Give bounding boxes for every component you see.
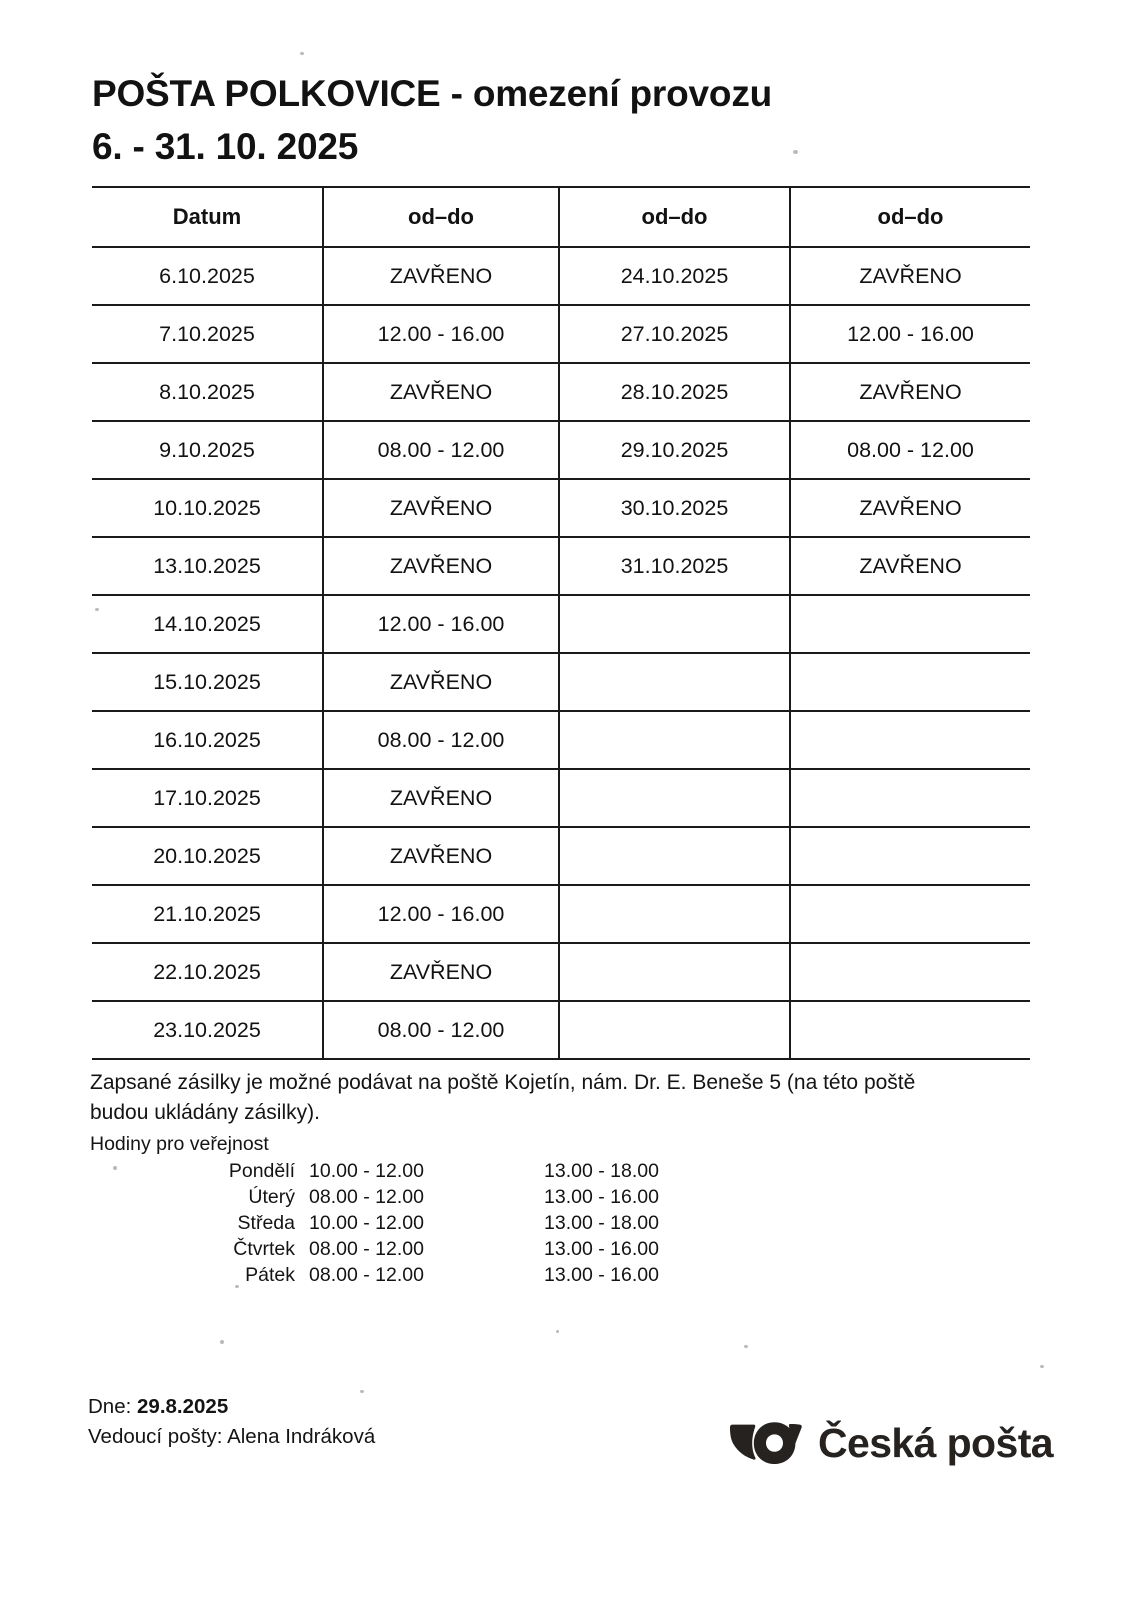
signature-name-row: [88, 1422, 375, 1452]
cell-hours-right: 08.00 - 12.00: [790, 421, 1030, 479]
cell-hours-left: 12.00 - 16.00: [323, 305, 559, 363]
cell-hours-right: ZAVŘENO: [790, 247, 1030, 305]
table-row: [92, 421, 1030, 479]
cell-hours-left: 08.00 - 12.00: [323, 421, 559, 479]
table-row: [92, 653, 1030, 711]
cell-hours-right: [790, 711, 1030, 769]
cell-date-left: 20.10.2025: [92, 827, 323, 885]
cell-hours-left: 08.00 - 12.00: [323, 711, 559, 769]
cell-date-left: 15.10.2025: [92, 653, 323, 711]
hours-afternoon: 13.00 - 16.00: [544, 1263, 659, 1286]
cell-date-left: 16.10.2025: [92, 711, 323, 769]
table-row: [92, 885, 1030, 943]
cell-date-left: 9.10.2025: [92, 421, 323, 479]
cell-hours-left: ZAVŘENO: [323, 827, 559, 885]
hours-row: [90, 1262, 744, 1288]
cell-hours-right: ZAVŘENO: [790, 363, 1030, 421]
schedule-table: [92, 186, 1030, 1060]
cell-hours-left: 08.00 - 12.00: [323, 1001, 559, 1059]
table-row: [92, 305, 1030, 363]
schedule-table-body: [92, 247, 1030, 1059]
column-header-od-do-1: od–do: [323, 187, 559, 247]
cell-date-right: 28.10.2025: [559, 363, 790, 421]
signature-name-label: Vedoucí pošty:: [88, 1424, 223, 1448]
page-title-line-2: 6. - 31. 10. 2025: [92, 125, 359, 167]
ceska-posta-logo: [728, 1418, 1053, 1468]
scan-speck: [556, 1330, 559, 1333]
hours-afternoon: 13.00 - 18.00: [544, 1211, 659, 1234]
hours-day-label: Středa: [237, 1211, 295, 1234]
table-header-row: [92, 187, 1030, 247]
hours-day-label: Pondělí: [228, 1159, 295, 1182]
page-title-line-1: POŠTA POLKOVICE - omezení provozu: [92, 73, 773, 114]
hours-morning: 08.00 - 12.00: [309, 1263, 424, 1286]
cell-date-right: 24.10.2025: [559, 247, 790, 305]
hours-day-label: Čtvrtek: [233, 1237, 295, 1260]
public-hours-heading: Hodiny pro veřejnost: [90, 1133, 269, 1155]
cell-hours-left: 12.00 - 16.00: [323, 885, 559, 943]
cell-date-left: 22.10.2025: [92, 943, 323, 1001]
cell-date-left: 13.10.2025: [92, 537, 323, 595]
cell-hours-left: ZAVŘENO: [323, 247, 559, 305]
cell-hours-left: ZAVŘENO: [323, 537, 559, 595]
table-row: [92, 247, 1030, 305]
cell-date-right: [559, 711, 790, 769]
cell-hours-right: [790, 885, 1030, 943]
cell-date-right: [559, 653, 790, 711]
cell-hours-right: [790, 827, 1030, 885]
post-horn-icon: [728, 1418, 804, 1468]
signature-block: [88, 1392, 375, 1451]
cell-hours-left: ZAVŘENO: [323, 943, 559, 1001]
hours-morning: 08.00 - 12.00: [309, 1237, 424, 1260]
cell-hours-right: ZAVŘENO: [790, 537, 1030, 595]
signature-date-row: [88, 1392, 375, 1422]
cell-date-right: [559, 885, 790, 943]
table-row: [92, 711, 1030, 769]
public-hours-table: [90, 1158, 744, 1288]
scan-speck: [220, 1340, 224, 1344]
signature-date-label: Dne:: [88, 1395, 132, 1418]
cell-date-right: [559, 769, 790, 827]
cell-date-left: 6.10.2025: [92, 247, 323, 305]
cell-hours-right: ZAVŘENO: [790, 479, 1030, 537]
hours-morning: 10.00 - 12.00: [309, 1159, 424, 1182]
cell-hours-right: [790, 1001, 1030, 1059]
cell-date-left: 7.10.2025: [92, 305, 323, 363]
scan-speck: [744, 1345, 748, 1348]
cell-date-right: 27.10.2025: [559, 305, 790, 363]
hours-day-label: Pátek: [245, 1263, 295, 1286]
table-row: [92, 479, 1030, 537]
page-title: [92, 68, 1032, 173]
table-row: [92, 1001, 1030, 1059]
cell-date-left: 14.10.2025: [92, 595, 323, 653]
scan-speck: [300, 52, 304, 55]
hours-morning: 10.00 - 12.00: [309, 1211, 424, 1234]
cell-date-right: 30.10.2025: [559, 479, 790, 537]
cell-date-left: 23.10.2025: [92, 1001, 323, 1059]
hours-afternoon: 13.00 - 16.00: [544, 1237, 659, 1260]
cell-hours-right: [790, 943, 1030, 1001]
cell-date-left: 8.10.2025: [92, 363, 323, 421]
cell-date-left: 17.10.2025: [92, 769, 323, 827]
hours-day-label: Úterý: [248, 1185, 295, 1208]
cell-date-right: 29.10.2025: [559, 421, 790, 479]
cell-date-left: 21.10.2025: [92, 885, 323, 943]
table-row: [92, 363, 1030, 421]
hours-row: [90, 1158, 744, 1184]
schedule-table-container: [92, 186, 1030, 1060]
cell-hours-left: 12.00 - 16.00: [323, 595, 559, 653]
table-row: [92, 537, 1030, 595]
column-header-od-do-3: od–do: [790, 187, 1030, 247]
signature-name-value: Alena Indráková: [227, 1424, 376, 1448]
cell-hours-left: ZAVŘENO: [323, 479, 559, 537]
logo-wordmark: Česká pošta: [818, 1419, 1053, 1466]
hours-row: [90, 1184, 744, 1210]
hours-afternoon: 13.00 - 18.00: [544, 1159, 659, 1182]
cell-hours-left: ZAVŘENO: [323, 653, 559, 711]
cell-date-right: [559, 595, 790, 653]
scan-speck: [1040, 1365, 1044, 1368]
cell-hours-left: ZAVŘENO: [323, 363, 559, 421]
cell-hours-left: ZAVŘENO: [323, 769, 559, 827]
hours-morning: 08.00 - 12.00: [309, 1185, 424, 1208]
hours-row: [90, 1236, 744, 1262]
column-header-datum: Datum: [92, 187, 323, 247]
column-header-od-do-2: od–do: [559, 187, 790, 247]
cell-hours-right: [790, 769, 1030, 827]
table-row: [92, 943, 1030, 1001]
table-row: [92, 769, 1030, 827]
registered-mail-note: Zapsané zásilky je možné podávat na poště Kojetín, nám. Dr. E. Beneše 5 (na této poště budou ukládány zásilky).: [90, 1071, 916, 1124]
cell-hours-right: 12.00 - 16.00: [790, 305, 1030, 363]
hours-afternoon: 13.00 - 16.00: [544, 1185, 659, 1208]
hours-row: [90, 1210, 744, 1236]
cell-hours-right: [790, 653, 1030, 711]
cell-date-right: 31.10.2025: [559, 537, 790, 595]
cell-date-right: [559, 1001, 790, 1059]
table-row: [92, 827, 1030, 885]
signature-date-value: 29.8.2025: [137, 1395, 229, 1418]
cell-hours-right: [790, 595, 1030, 653]
cell-date-left: 10.10.2025: [92, 479, 323, 537]
table-row: [92, 595, 1030, 653]
cell-date-right: [559, 943, 790, 1001]
cell-date-right: [559, 827, 790, 885]
